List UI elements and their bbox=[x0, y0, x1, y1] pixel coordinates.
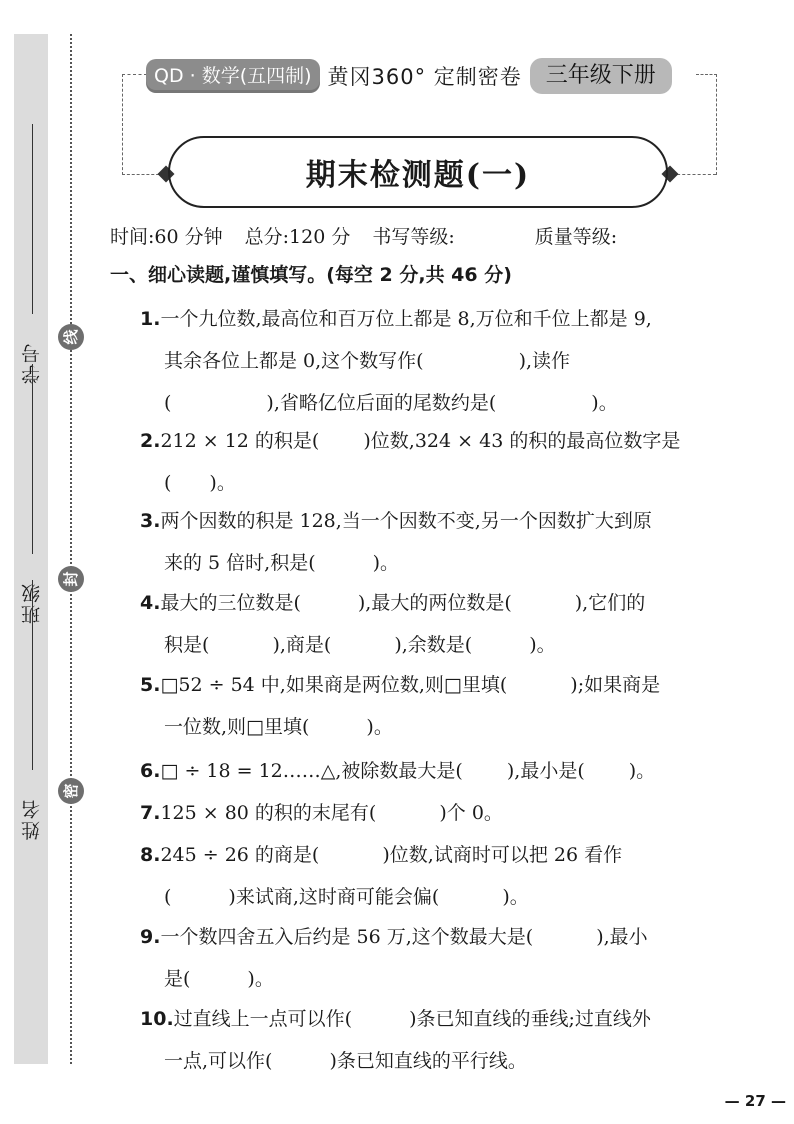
question-line: 一位数,则□里填( )。 bbox=[164, 716, 393, 738]
header-row bbox=[146, 58, 672, 94]
question-line: 9.一个数四舍五入后约是 56 万,这个数最大是( ),最小 bbox=[140, 926, 648, 948]
class-label: 班级 bbox=[21, 582, 43, 624]
question-number: 4. bbox=[140, 592, 161, 614]
section-heading: 一、细心读题,谨慎填写。(每空 2 分,共 46 分) bbox=[110, 264, 512, 286]
question-line: 7.125 × 80 的积的末尾有( )个 0。 bbox=[140, 802, 503, 824]
question-line: ( )。 bbox=[164, 472, 236, 494]
series-tag: QD · 数学(五四制) bbox=[146, 59, 320, 93]
header-bracket-left bbox=[122, 74, 147, 175]
question-number: 10. bbox=[140, 1008, 174, 1030]
info-row bbox=[110, 222, 710, 249]
question-line: 是( )。 bbox=[164, 968, 274, 990]
question-item bbox=[140, 420, 730, 504]
brand-title: 黄冈360° 定制密卷 bbox=[327, 65, 522, 89]
question-item bbox=[140, 298, 730, 424]
question-item bbox=[140, 500, 730, 584]
name-label: 姓名 bbox=[21, 798, 43, 840]
quality-grade: 质量等级: bbox=[534, 226, 618, 248]
question-line: 1.一个九位数,最高位和百万位上都是 8,万位和千位上都是 9, bbox=[140, 308, 652, 330]
question-item bbox=[140, 834, 730, 918]
writing-grade: 书写等级: bbox=[372, 226, 455, 248]
question-item bbox=[140, 582, 730, 666]
question-line: 积是( ),商是( ),余数是( )。 bbox=[164, 634, 556, 656]
question-line: 2.212 × 12 的积是( )位数,324 × 43 的积的最高位数字是 bbox=[140, 430, 681, 452]
question-item bbox=[140, 750, 730, 792]
question-number: 9. bbox=[140, 926, 161, 948]
question-line: 5.□52 ÷ 54 中,如果商是两位数,则□里填( );如果商是 bbox=[140, 674, 661, 696]
question-line: 来的 5 倍时,积是( )。 bbox=[164, 552, 400, 574]
question-item bbox=[140, 998, 730, 1082]
question-line: ( ),省略亿位后面的尾数约是( )。 bbox=[164, 392, 618, 414]
question-line: 其余各位上都是 0,这个数写作( ),读作 bbox=[164, 350, 571, 372]
question-line: 6.□ ÷ 18 = 12……△,被除数最大是( ),最小是( )。 bbox=[140, 760, 656, 782]
question-line: 4.最大的三位数是( ),最大的两位数是( ),它们的 bbox=[140, 592, 646, 614]
header-bracket-right bbox=[696, 74, 717, 175]
question-line: 8.245 ÷ 26 的商是( )位数,试商时可以把 26 看作 bbox=[140, 844, 623, 866]
question-item bbox=[140, 664, 730, 748]
question-number: 8. bbox=[140, 844, 161, 866]
page-title: 期末检测题(一) bbox=[305, 158, 531, 193]
question-number: 2. bbox=[140, 430, 161, 452]
student-no-label: 学号 bbox=[21, 342, 43, 384]
question-line: ( )来试商,这时商可能会偏( )。 bbox=[164, 886, 529, 908]
question-number: 6. bbox=[140, 760, 161, 782]
question-line: 一点,可以作( )条已知直线的平行线。 bbox=[164, 1050, 527, 1072]
cut-line bbox=[70, 34, 72, 1064]
score-info: 总分:120 分 bbox=[244, 226, 351, 248]
page-number: — 27 — bbox=[724, 1092, 786, 1110]
time-info: 时间:60 分钟 bbox=[110, 226, 223, 248]
question-number: 7. bbox=[140, 802, 161, 824]
grade-tag: 三年级下册 bbox=[530, 58, 672, 94]
question-item bbox=[140, 792, 730, 834]
question-number: 5. bbox=[140, 674, 161, 696]
question-number: 1. bbox=[140, 308, 161, 330]
question-number: 3. bbox=[140, 510, 161, 532]
name-field[interactable] bbox=[15, 580, 49, 840]
question-item bbox=[140, 916, 730, 1000]
mark-seal: 封 bbox=[58, 566, 84, 592]
mark-secret: 密 bbox=[58, 778, 84, 804]
student-no-field[interactable] bbox=[15, 124, 49, 384]
title-box bbox=[168, 136, 668, 208]
mark-line: 线 bbox=[58, 324, 84, 350]
question-line: 3.两个因数的积是 128,当一个因数不变,另一个因数扩大到原 bbox=[140, 510, 652, 532]
question-line: 10.过直线上一点可以作( )条已知直线的垂线;过直线外 bbox=[140, 1008, 651, 1030]
